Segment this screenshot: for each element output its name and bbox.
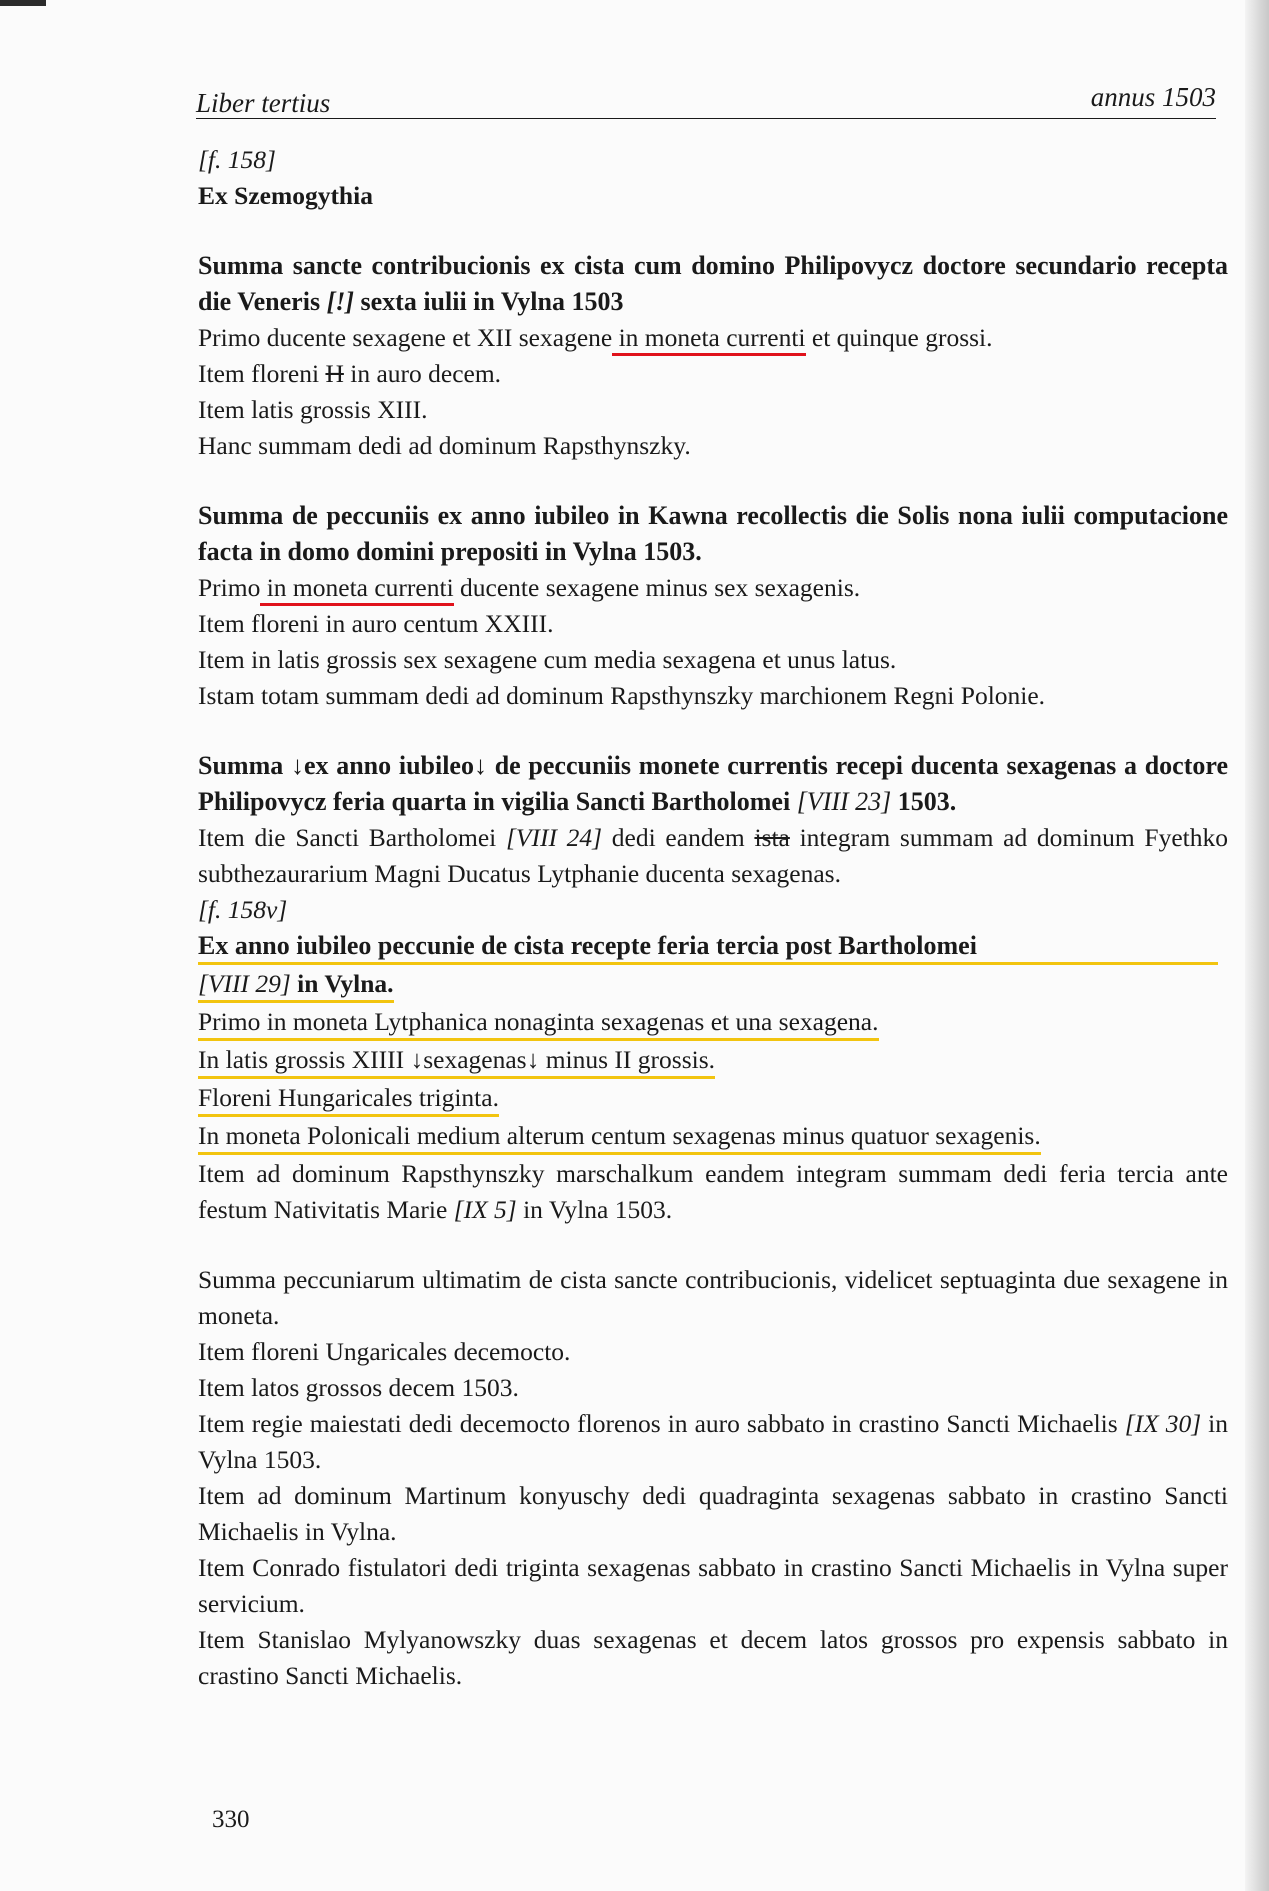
- entry-1-line-2: [198, 356, 1228, 392]
- text-segment: 1503.: [891, 787, 957, 816]
- yellow-underlined-line: In moneta Polonicali medium alterum centum sexagenas minus quatuor sexagenis.: [198, 1120, 1041, 1155]
- entry-4-title-line-1: [198, 928, 1228, 966]
- red-underlined-phrase: in moneta currenti: [612, 323, 805, 356]
- entry-2-line-2: Item floreni in auro centum XXIII.: [198, 609, 554, 638]
- main-text: [198, 142, 1228, 1694]
- entry-4-line-4: [198, 1118, 1228, 1156]
- entry-3-line-1: [198, 820, 1228, 892]
- date-note: [VIII 24]: [505, 823, 603, 852]
- text-segment: dedi eandem: [602, 823, 755, 852]
- yellow-underlined-line: Primo in moneta Lytphanica nonaginta sexagenas et una sexagena.: [198, 1006, 879, 1041]
- entry-2-line-1: [198, 570, 1228, 606]
- text-segment: in Vylna 1503.: [516, 1195, 673, 1224]
- text-segment: Primo: [198, 573, 261, 602]
- entry-5-line-2: Item floreni Ungaricales decemocto.: [198, 1337, 571, 1366]
- page-edge-shadow: [1245, 0, 1269, 1891]
- text-segment: Summa ↓ex anno iubileo↓ de peccuniis monete currentis recepi ducenta sexagenas a doctore Philipovycz feria quarta in vigilia Sancti Bartholomei: [198, 751, 1228, 816]
- entry-4-title-line-2: [198, 966, 1228, 1004]
- text-segment: Item floreni: [198, 359, 326, 388]
- red-underlined-phrase: in moneta currenti: [260, 573, 453, 606]
- date-note: [VIII 29]: [198, 969, 291, 998]
- entry-4-line-1: [198, 1004, 1228, 1042]
- entry-1-title: [198, 248, 1228, 320]
- entry-2-line-4: Istam totam summam dedi ad dominum Rapsthynszky marchionem Regni Polonie.: [198, 681, 1046, 710]
- entry-1-title-a: Summa sancte contribucionis ex cista cum domino Philipovycz doctore secundario recepta die Veneris: [198, 251, 1228, 316]
- header-rule: [196, 118, 1216, 119]
- entry-4: [198, 928, 1228, 1228]
- yellow-underlined-line: In latis grossis XIIII ↓sexagenas↓ minus II grossis.: [198, 1044, 715, 1079]
- date-note: [IX 30]: [1124, 1409, 1202, 1438]
- scan-corner-mark: [0, 0, 46, 6]
- entry-5-line-3: Item latos grossos decem 1503.: [198, 1373, 519, 1402]
- struck-text: ista: [754, 823, 790, 852]
- struck-text: H: [325, 359, 344, 388]
- entry-2-line-3: Item in latis grossis sex sexagene cum media sexagena et unus latus.: [198, 645, 897, 674]
- entry-5: [198, 1262, 1228, 1694]
- section-title: Ex Szemogythia: [198, 181, 373, 210]
- entry-2: [198, 498, 1228, 714]
- entry-1-line-1: [198, 320, 1228, 356]
- date-note: [IX 5]: [453, 1195, 517, 1224]
- text-segment: et quinque grossi.: [805, 323, 993, 352]
- entry-4-line-3: [198, 1080, 1228, 1118]
- editorial-note: [!]: [326, 287, 355, 316]
- entry-5-line-6: Item Conrado fistulatori dedi triginta sexagenas sabbato in crastino Sancti Michaelis in Vylna super servicium.: [198, 1553, 1228, 1618]
- running-header: [196, 82, 1216, 122]
- page-number: 330: [212, 1806, 250, 1833]
- text-segment: Item ad dominum Rapsthynszky marschalkum eandem integram summam dedi feria tercia ante festum Nativitatis Marie: [198, 1159, 1228, 1224]
- entry-1-line-3: Item latis grossis XIII.: [198, 395, 428, 424]
- entry-5-line-7: Item Stanislao Mylyanowszky duas sexagenas et decem latos grossos pro expensis sabbato in crastino Sancti Michaelis.: [198, 1625, 1228, 1690]
- entry-4-line-5: [198, 1156, 1228, 1228]
- text-segment: Item regie maiestati dedi decemocto florenos in auro sabbato in crastino Sancti Michaelis: [198, 1409, 1125, 1438]
- entry-3-title: [198, 748, 1228, 820]
- yellow-underlined-title: [198, 968, 394, 1003]
- text-segment: integram summam ad dominum Fyethko subthezaurarium Magni Ducatus Lytphanie ducenta sexagenas.: [198, 823, 1228, 888]
- header-book-title: Liber tertius: [196, 88, 331, 118]
- text-segment: in Vylna 1503.: [198, 1409, 1228, 1474]
- entry-5-line-5: Item ad dominum Martinum konyuschy dedi quadraginta sexagenas sabbato in crastino Sancti Michaelis in Vylna.: [198, 1481, 1228, 1546]
- text-segment: ducente sexagene minus sex sexagenis.: [453, 573, 861, 602]
- date-note: [VIII 23]: [796, 787, 892, 816]
- entry-2-title: Summa de peccuniis ex anno iubileo in Kawna recollectis die Solis nona iulii computacione facta in domo domini prepositi in Vylna 1503.: [198, 501, 1228, 566]
- entry-5-line-1: Summa peccuniarum ultimatim de cista sancte contribucionis, videlicet septuaginta due sexagene in moneta.: [198, 1265, 1228, 1330]
- entry-1-title-b: sexta iulii in Vylna 1503: [354, 287, 624, 316]
- text-segment: in Vylna.: [290, 969, 394, 998]
- entry-1: [198, 248, 1228, 464]
- header-year: annus 1503: [1090, 82, 1216, 112]
- folio-marker: [f. 158]: [198, 145, 276, 174]
- entry-3: [198, 748, 1228, 892]
- yellow-underlined-title: Ex anno iubileo peccunie de cista recepte feria tercia post Bartholomei: [198, 930, 1218, 965]
- text-segment: Item die Sancti Bartholomei: [198, 823, 506, 852]
- entry-5-line-4: [198, 1406, 1228, 1478]
- text-segment: in auro decem.: [343, 359, 502, 388]
- entry-4-line-2: [198, 1042, 1228, 1080]
- entry-1-line-4: Hanc summam dedi ad dominum Rapsthynszky.: [198, 431, 691, 460]
- folio-marker-2: [f. 158v]: [198, 895, 288, 924]
- yellow-underlined-line: Floreni Hungaricales triginta.: [198, 1082, 499, 1117]
- text-segment: Primo ducente sexagene et XII sexagene: [198, 323, 613, 352]
